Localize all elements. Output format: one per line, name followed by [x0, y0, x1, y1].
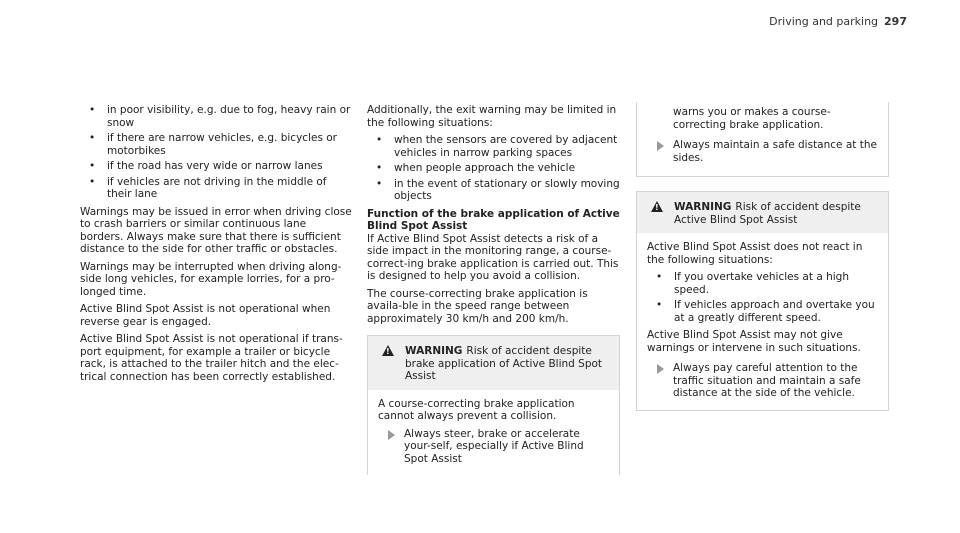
action-text: Always steer, brake or accelerate your-self, especially if Active Blind Spot Assist: [404, 427, 584, 465]
action-item: [647, 362, 878, 400]
column-3: [636, 104, 889, 411]
paragraph: Warnings may be interrupted when driving along-side long vehicles, for example lorries, for a pro-longed time.: [80, 260, 342, 298]
section-heading: Function of the brake application of Active Blind Spot Assist: [367, 207, 620, 232]
column-1: [80, 104, 352, 388]
warning-label: WARNING: [674, 201, 732, 213]
warning-icon: [651, 201, 663, 212]
action-text: Always maintain a safe distance at the sides.: [673, 139, 877, 164]
warning-box: [367, 335, 620, 475]
list-item: • when the sensors are covered by adjacent vehicles in narrow parking spaces: [367, 134, 620, 159]
list-item: • in poor visibility, e.g. due to fog, heavy rain or snow: [80, 104, 352, 129]
warning-box: [636, 191, 889, 411]
warning-header: [368, 336, 619, 390]
warning-icon: [382, 345, 394, 356]
bullet-list: [647, 271, 878, 324]
warning-title: Risk of accident despite brake application of Active Blind Spot Assist: [405, 345, 603, 382]
warning-text: A course-correcting brake application cannot always prevent a collision.: [378, 397, 575, 422]
list-item: • when people approach the vehicle: [367, 162, 620, 175]
section-title: Driving and parking: [769, 15, 879, 28]
bullet-list: [80, 104, 352, 201]
paragraph: Active Blind Spot Assist is not operational if trans-port equipment, for example a trailer or bicycle rack, is attached to the trailer hitch and the elec-trical connection has been correctly established.: [80, 333, 343, 383]
arrow-icon: [657, 364, 664, 374]
list-item: • If you overtake vehicles at a high speed.: [647, 271, 878, 296]
list-item: • If vehicles approach and overtake you at a greatly different speed.: [647, 299, 878, 324]
continued-sentence: warns you or makes a course-correcting brake application.: [673, 106, 831, 131]
page-number: 297: [884, 15, 907, 28]
warning-text: Active Blind Spot Assist does not react in the following situations:: [647, 241, 863, 266]
warning-label: WARNING: [405, 345, 463, 357]
paragraph: If Active Blind Spot Assist detects a risk of a side impact in the monitoring range, a course-correct-ing brake application is carried out. This is designed to help you avoid a collision.: [367, 232, 619, 282]
action-item: [647, 139, 878, 164]
action-text: Always pay careful attention to the traffic situation and maintain a safe distance at the side of the vehicle.: [673, 362, 861, 399]
list-item: • if vehicles are not driving in the middle of their lane: [80, 176, 352, 201]
list-item: • in the event of stationary or slowly moving objects: [367, 178, 620, 203]
paragraph: Active Blind Spot Assist is not operational when reverse gear is engaged.: [80, 303, 331, 328]
paragraph: Additionally, the exit warning may be limited in the following situations:: [367, 104, 617, 129]
warning-title: Risk of accident despite Active Blind Spot Assist: [674, 201, 861, 226]
list-item: • if the road has very wide or narrow lanes: [80, 160, 352, 173]
warning-text: Active Blind Spot Assist may not give warnings or intervene in such situations.: [647, 329, 861, 354]
list-item: • if there are narrow vehicles, e.g. bicycles or motorbikes: [80, 132, 352, 157]
paragraph: The course-correcting brake application is availa-ble in the speed range between approximately 30 km/h and 200 km/h.: [367, 287, 588, 325]
warning-continued: [636, 102, 889, 177]
bullet-list: [367, 134, 620, 203]
warning-header: [637, 192, 888, 233]
warning-body: [368, 390, 619, 476]
warning-body: [637, 233, 888, 410]
column-2: [367, 104, 620, 475]
continued-text: [647, 102, 878, 131]
action-item: [378, 428, 609, 466]
arrow-icon: [657, 141, 664, 151]
page-header: [769, 15, 907, 28]
arrow-icon: [388, 430, 395, 440]
paragraph: Warnings may be issued in error when driving close to crash barriers or similar continuous lane borders. Always make sure that there is sufficient distance to the side for other traffic or obstacles.: [80, 205, 352, 255]
